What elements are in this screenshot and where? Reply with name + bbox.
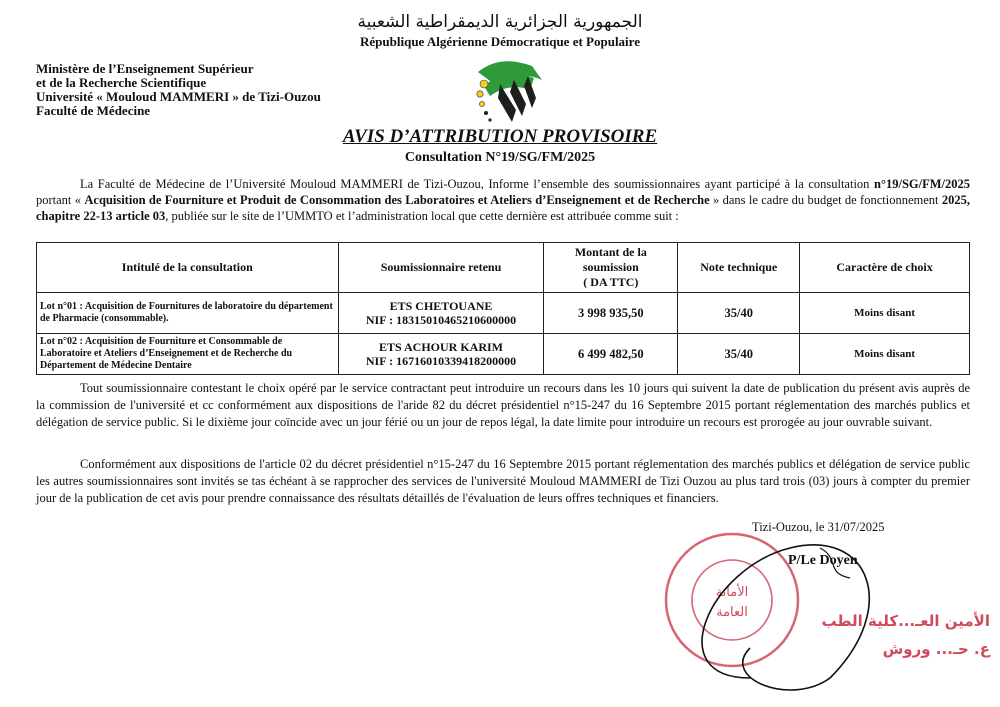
selection-criterion: Moins disant [800, 334, 970, 375]
bidder-nif: NIF : 18315010465210600000 [365, 313, 517, 327]
intro-paragraph [36, 176, 970, 224]
col-header-bidder: Soumissionnaire retenu [338, 243, 544, 293]
intro-subject: Acquisition de Fourniture et Produit de Consommation des Laboratoires et Ateliers d’Enseignement et de Recherche [84, 193, 710, 207]
col-header-amount-line: soumission [582, 260, 639, 274]
faculty-line: Faculté de Médecine [36, 103, 151, 118]
intro-text: portant « [36, 193, 85, 207]
bidder-cell [338, 334, 544, 375]
col-header-amount [544, 243, 678, 293]
col-header-note: Note technique [678, 243, 800, 293]
bid-amount: 6 499 482,50 [544, 334, 678, 375]
intro-text: , publiée sur le site de l’UMMTO et l’administration local que cette dernière est attribuée comme suit : [165, 209, 679, 223]
lot-title: Lot n°01 : Acquisition de Fournitures de laboratoire du département de Pharmacie (consommable). [37, 293, 339, 334]
ministry-line: et de la Recherche Scientifique [36, 75, 207, 90]
signatory-label: P/Le Doyen [788, 553, 858, 568]
university-line: Université « Mouloud MAMMERI » de Tizi-Ouzou [36, 89, 321, 104]
bid-amount: 3 998 935,50 [544, 293, 678, 334]
notice-title: AVIS D’ATTRIBUTION PROVISOIRE [342, 126, 658, 147]
arabic-republic-header: الجمهورية الجزائرية الديمقراطية الشعبية [357, 12, 643, 32]
signatory-name-text: ع. حـ... وروش [882, 640, 990, 658]
intro-text: La Faculté de Médecine de l’Université Mouloud MAMMERI de Tizi-Ouzou, Informe l’ensemble des soumissionnaires ayant participé à la consultation [80, 177, 875, 191]
lot-title: Lot n°02 : Acquisition de Fourniture et Consommable de Laboratoire et Ateliers d’Enseignement et de Recherche du Département de Médecine Dentaire [37, 334, 339, 375]
intro-budget: 2025, chapitre 22-13 article 03 [36, 193, 970, 223]
bidder-name: ETS ACHOUR KARIM [378, 340, 503, 354]
bidder-name: ETS CHETOUANE [389, 299, 493, 313]
bidder-cell [338, 293, 544, 334]
stamp-center-text: العامة [716, 605, 748, 620]
table-row [37, 334, 970, 375]
award-table [36, 242, 970, 375]
col-header-amount-line: ( DA TTC) [583, 275, 639, 289]
technical-score: 35/40 [678, 334, 800, 375]
stamp-center-text: الأمانة [715, 585, 749, 600]
bidder-nif: NIF : 16716010339418200000 [365, 354, 517, 368]
col-header-title: Intitulé de la consultation [37, 243, 339, 293]
place-and-date: Tizi-Ouzou, le 31/07/2025 [752, 520, 885, 534]
results-paragraph: Conformément aux dispositions de l'article 02 du décret présidentiel n°15-247 du 16 Septembre 2015 portant réglementation des marchés publics et délégation de service public les autres soumissionnaires sont invités se tas échéant à se rapprocher des services de l'université Mouloud MAMMERI de Tizi Ouzou au plus tard trois (03) jours à compter du premier jour de la publication de cet avis pour prendre connaissance des résultats détaillés de l'évaluation de leurs offres techniques et financiers. [36, 457, 970, 505]
col-header-amount-line: Montant de la [574, 245, 647, 259]
ministry-line: Ministère de l’Enseignement Supérieur [36, 61, 254, 76]
table-row [37, 293, 970, 334]
consultation-number: Consultation N°19/SG/FM/2025 [404, 150, 596, 165]
ministry-block [36, 62, 321, 118]
university-logo-icon [470, 50, 550, 130]
col-header-choice: Caractère de choix [800, 243, 970, 293]
french-republic-header: République Algérienne Démocratique et Populaire [360, 34, 640, 49]
intro-ref: n°19/SG/FM/2025 [874, 177, 970, 191]
stamp-outer-ring [666, 534, 798, 666]
intro-text: » dans le cadre du budget de fonctionnement [709, 193, 942, 207]
appeal-paragraph: Tout soumissionnaire contestant le choix opéré par le service contractant peut introduire un recours dans les 10 jours qui suivent la date de publication du présent avis auprès de la commission de l'université et cc conformément aux dispositions de l'aride 82 du décret présidentiel n°15-247 du 16 Septembre 2015 portant réglementation des marchés publics et délégation de service public. Si le dixième jour coïncide avec un jour férié ou un jour de repos légal, la date limite pour introduire un recours est prorogée au jour ouvrable suivant. [36, 381, 970, 429]
selection-criterion: Moins disant [800, 293, 970, 334]
table-header-row [37, 243, 970, 293]
technical-score: 35/40 [678, 293, 800, 334]
signatory-title-text: الأمين العـ...كلية الطب [821, 612, 990, 630]
